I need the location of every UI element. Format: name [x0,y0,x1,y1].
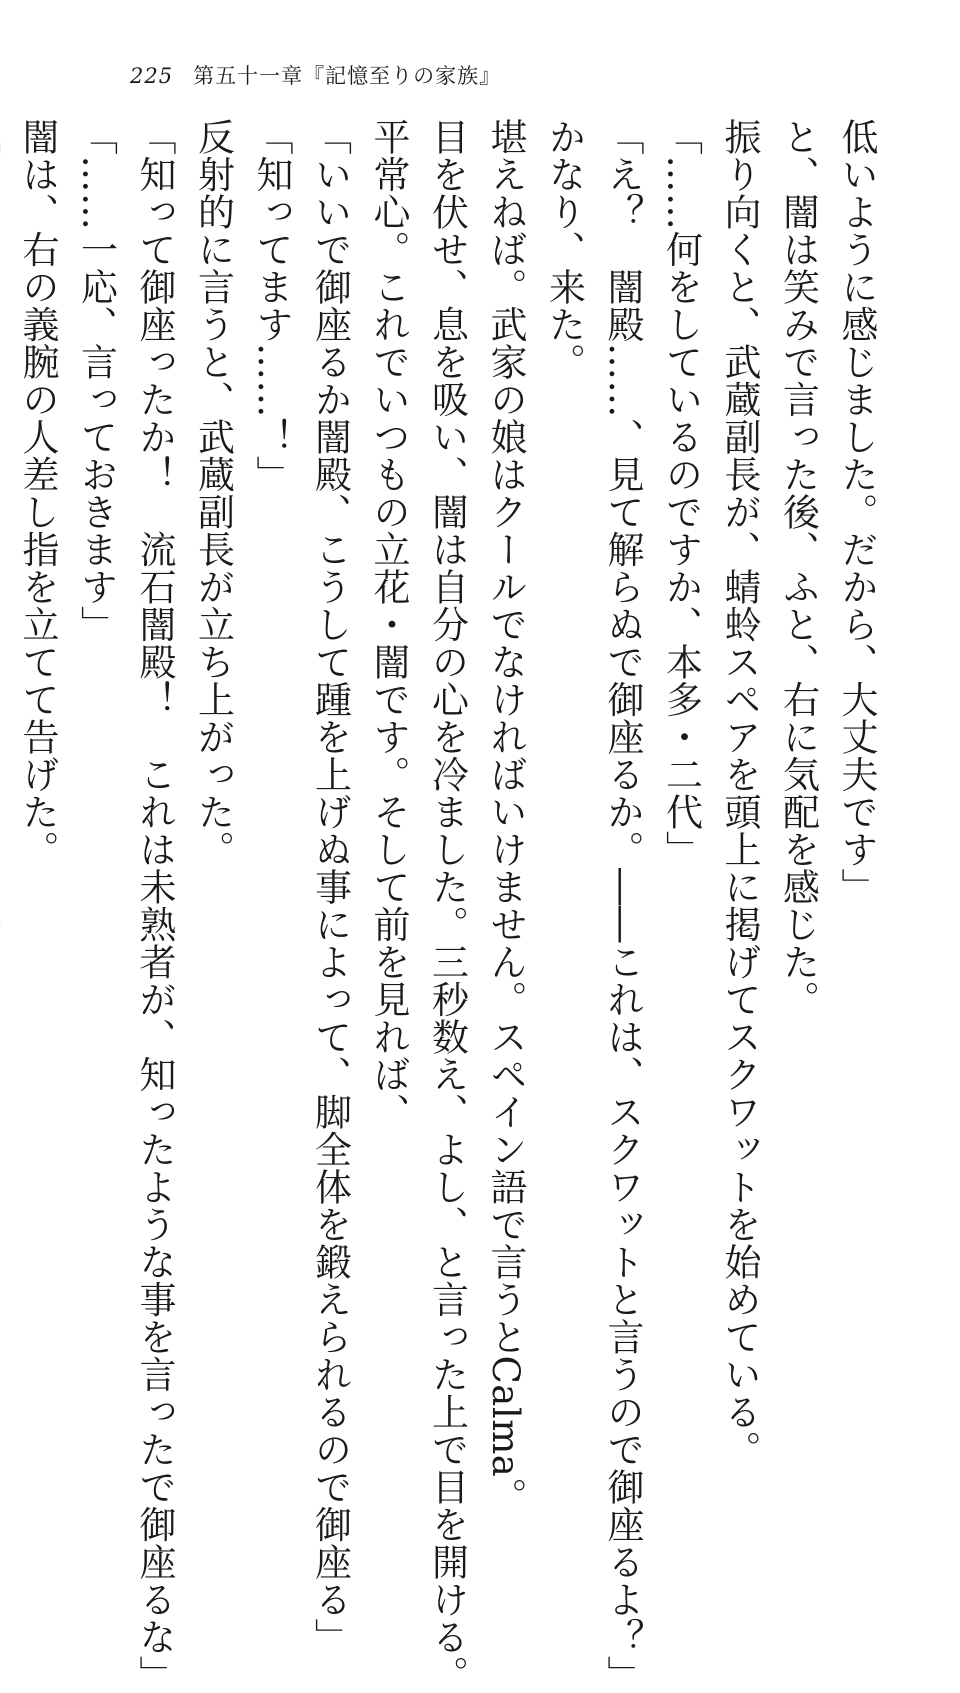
text-line: 闇は、右の義腕の人差し指を立てて告げた。 [16,118,59,868]
text-line: 低いように感じました。だから、大丈夫です」 [835,118,878,906]
text-line: 「……一応、言っておきます」 [74,118,118,643]
text-line: 堪えねば。武家の娘はクールでなければいけません。スペイン語で言うとCalma。 [484,118,527,1515]
text-line [0,118,8,1358]
chapter-title: 第五十一章『記憶至りの家族』 [193,64,502,88]
page-number: 225 [130,64,174,88]
text-line: 平常心。これでいつもの立花・闇です。そして前を見れば、 [367,118,410,1131]
text-line: かなり、来た。 [542,118,586,381]
text-line: 「知ってます……！」 [250,118,293,493]
text-line: 「知って御座ったか！ 流石闇殿！ これは未熟者が、知ったような事を言ったで御座るな」 [133,118,176,1693]
text-line: 「え？ 闇殿……、見て解らぬで御座るか。――これは、スクワットと言うので御座るよ？」 [601,118,644,1693]
text-line: 振り向くと、武蔵副長が、蜻蛉スペアを頭上に掲げてスクワットを始めている。 [718,118,761,1468]
text-line: 目を伏せ、息を吸い、闇は自分の心を冷ました。三秒数え、よし、と言った上で目を開ける。 [425,118,469,1693]
text-line: 「……何をしているのですか、本多・二代」 [659,118,703,868]
text-line: と、闇は笑みで言った後、ふと、右に気配を感じた。 [776,118,820,1018]
body-text [16,118,885,1693]
text-line: 「いいで御座るか闇殿、こうして踵を上げぬ事によって、脚全体を鍛えられるので御座る」 [308,118,352,1656]
text-line: 反射的に言うと、武蔵副長が立ち上がった。 [191,118,235,868]
running-head [130,60,501,90]
